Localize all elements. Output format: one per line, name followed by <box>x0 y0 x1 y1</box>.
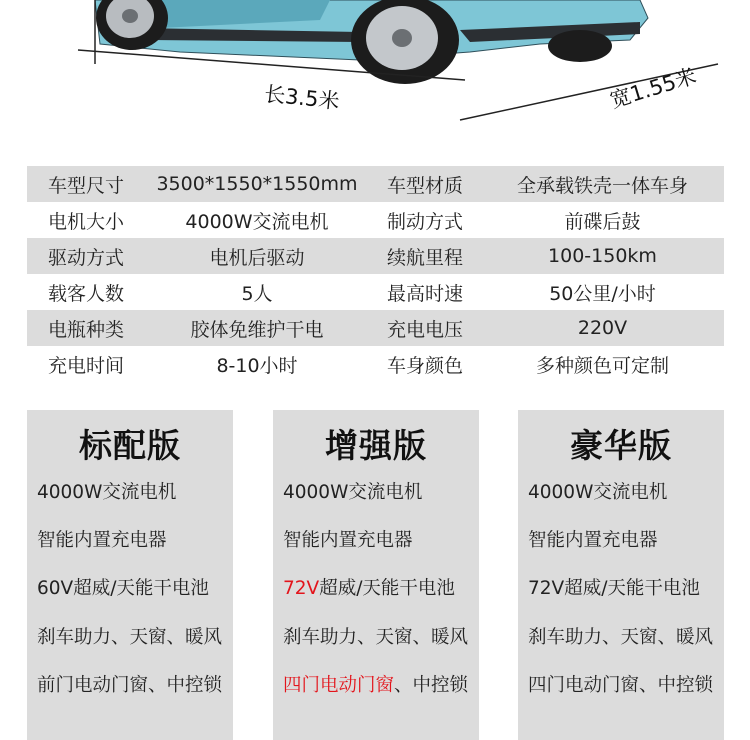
feature-item: 智能内置充电器 <box>37 530 167 551</box>
spec-value: 全承载铁壳一体车身 <box>516 174 688 197</box>
feature-item: 4000W交流电机 <box>283 482 423 503</box>
spec-value: 前碟后鼓 <box>564 210 641 233</box>
spec-key: 驱动方式 <box>47 246 124 269</box>
highlight-battery-voltage: 72V <box>283 578 320 599</box>
feature-item <box>283 671 468 697</box>
spec-row <box>27 346 724 382</box>
spec-value: 8-10小时 <box>216 354 298 377</box>
spec-value: 电机后驱动 <box>209 246 305 269</box>
spec-key: 充电电压 <box>386 318 463 341</box>
spec-value: 多种颜色可定制 <box>535 354 669 377</box>
edition-title: 标配版 <box>79 426 181 465</box>
feature-text: 、中控锁 <box>394 675 469 696</box>
feature-item: 4000W交流电机 <box>37 482 177 503</box>
feature-item: 刹车助力、天窗、暖风 <box>528 627 714 648</box>
edition-card-standard <box>27 410 233 740</box>
spec-value: 220V <box>577 317 628 339</box>
spec-table <box>27 166 724 382</box>
spec-key: 车型尺寸 <box>47 174 124 197</box>
feature-text: 超威/天能干电池 <box>319 578 455 599</box>
spec-key: 车身颜色 <box>386 354 463 377</box>
spec-value: 50公里/小时 <box>549 282 656 305</box>
feature-item: 四门电动门窗、中控锁 <box>528 675 714 696</box>
feature-item <box>283 574 455 600</box>
feature-item: 72V超威/天能干电池 <box>528 578 700 599</box>
feature-item: 智能内置充电器 <box>283 530 413 551</box>
spec-key: 充电时间 <box>47 354 124 377</box>
spec-key: 电瓶种类 <box>47 318 124 341</box>
spec-key: 载客人数 <box>47 282 124 305</box>
car-dimension-illustration <box>0 0 750 140</box>
width-label: 宽1.55米 <box>607 63 700 113</box>
spec-value: 4000W交流电机 <box>185 210 329 233</box>
spec-value: 3500*1550*1550mm <box>156 173 358 195</box>
spec-key: 车型材质 <box>386 174 463 197</box>
feature-item: 智能内置充电器 <box>528 530 658 551</box>
spec-row <box>27 274 724 310</box>
spec-key: 续航里程 <box>386 246 463 269</box>
spec-value: 100-150km <box>548 245 657 267</box>
spec-value: 胶体免维护干电 <box>190 318 324 341</box>
highlight-door-windows: 四门电动门窗 <box>283 675 395 696</box>
edition-card-enhanced <box>273 410 479 740</box>
edition-title: 增强版 <box>325 426 427 465</box>
feature-item: 刹车助力、天窗、暖风 <box>37 627 223 648</box>
length-label: 长3.5米 <box>263 81 341 114</box>
edition-card-luxury <box>518 410 724 740</box>
spec-row <box>27 238 724 274</box>
spec-key: 制动方式 <box>386 210 463 233</box>
spec-row <box>27 202 724 238</box>
edition-title: 豪华版 <box>570 426 672 465</box>
feature-item: 刹车助力、天窗、暖风 <box>283 627 469 648</box>
spec-key: 电机大小 <box>47 210 124 233</box>
feature-item: 前门电动门窗、中控锁 <box>37 675 223 696</box>
spec-row <box>27 310 724 346</box>
feature-item: 60V超威/天能干电池 <box>37 578 209 599</box>
feature-item: 4000W交流电机 <box>528 482 668 503</box>
spec-row <box>27 166 724 202</box>
spec-value: 5人 <box>241 282 273 305</box>
car-illustration <box>0 0 750 140</box>
spec-key: 最高时速 <box>386 282 463 305</box>
